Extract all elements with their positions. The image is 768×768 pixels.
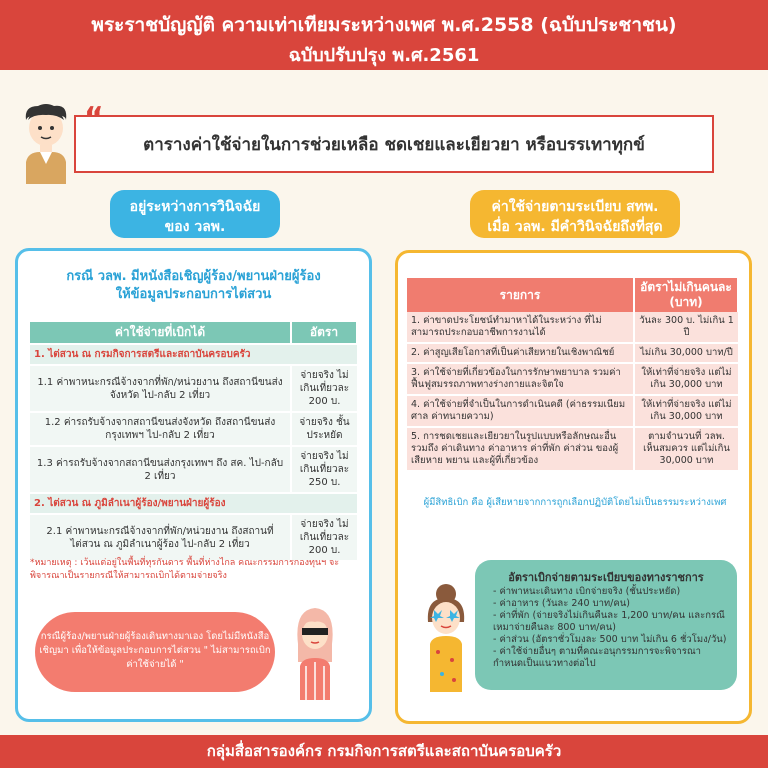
col-item-header: รายการ bbox=[407, 278, 634, 312]
table-cell: ให้เท่าที่จ่ายจริง แต่ไม่เกิน 30,000 บาท bbox=[634, 363, 738, 395]
table-cell: 1.2 ค่ารถรับจ้างจากสถานีขนส่งจังหวัด ถึงสถานีขนส่งกรุงเทพฯ ไป-กลับ 2 เที่ยว bbox=[30, 412, 291, 446]
list-item: - ค่าใช้จ่ายอื่นๆ ตามที่คณะอนุกรรมการจะพิจารณา กำหนดเป็นแนวทางต่อไป bbox=[493, 646, 733, 670]
table-cell: จ่ายจริง ชั้นประหยัด bbox=[291, 412, 357, 446]
table-cell: วันละ 300 บ. ไม่เกิน 1 ปี bbox=[634, 312, 738, 343]
left-speech-bubble: กรณีผู้ร้อง/พยานฝ่ายผู้ร้องเดินทางมาเอง โดยไม่มีหนังสือเชิญมา เพื่อให้ข้อมูลประกอบการไต่สวน " ไม่สามารถเบิกค่าใช้จ่ายได้ " bbox=[35, 612, 275, 692]
table-cell: จ่ายจริง ไม่เกินเที่ยวละ 200 บ. bbox=[291, 365, 357, 412]
left-pill-line2: ของ วลพ. bbox=[164, 219, 226, 235]
col-rate-header: อัตรา bbox=[291, 322, 357, 344]
left-category-pill bbox=[110, 190, 280, 238]
left-subtitle bbox=[15, 268, 372, 304]
woman-avatar-icon bbox=[420, 580, 472, 692]
table-cell: 1. ค่าขาดประโยชน์ทำมาหาได้ในระหว่าง ที่ไม่สามารถประกอบอาชีพการงานได้ bbox=[407, 312, 634, 343]
section-header: 2. ไต่สวน ณ ภูมิลำเนาผู้ร้อง/พยานฝ่ายผู้ร้อง bbox=[30, 493, 357, 514]
table-cell: 2.1 ค่าพาหนะกรณีจ้างจากที่พัก/หน่วยงาน ถึงสถานที่ไต่สวน ณ ภูมิลำเนาผู้ร้อง ไป-กลับ 2 เที่ยว bbox=[30, 514, 291, 561]
rate-list bbox=[493, 586, 733, 670]
list-item: - ค่าพาหนะเดินทาง เบิกจ่ายจริง (ชั้นประหยัด) bbox=[493, 586, 733, 598]
table-cell: ให้เท่าที่จ่ายจริง แต่ไม่เกิน 30,000 บาท bbox=[634, 395, 738, 427]
left-subtitle-line1: กรณี วลพ. มีหนังสือเชิญผู้ร้อง/พยานฝ่ายผู้ร้อง bbox=[66, 269, 321, 284]
table-cell: 1.3 ค่ารถรับจ้างจากสถานีขนส่งกรุงเทพฯ ถึง สค. ไป-กลับ 2 เที่ยว bbox=[30, 446, 291, 493]
list-item: - ค่าส่วน (อัตราชั่วโมงละ 500 บาท ไม่เกิน 6 ชั่วโมง/วัน) bbox=[493, 634, 733, 646]
list-item: - ค่าอาหาร (วันละ 240 บาท/คน) bbox=[493, 598, 733, 610]
table-cell: ตามจำนวนที่ วลพ. เห็นสมควร แต่ไม่เกิน 30,000 บาท bbox=[634, 427, 738, 471]
girl-avatar-icon bbox=[292, 604, 338, 700]
col-rate-header: อัตราไม่เกินคนละ (บาท) bbox=[634, 278, 738, 312]
header-title: พระราชบัญญัติ ความเท่าเทียมระหว่างเพศ พ.ศ.2558 (ฉบับประชาชน) bbox=[91, 14, 677, 36]
right-eligibility-note: ผู้มีสิทธิเบิก คือ ผู้เสียหายจากการถูกเลือกปฏิบัติโดยไม่เป็นธรรมระหว่างเพศ bbox=[423, 497, 727, 508]
man-avatar-icon bbox=[20, 102, 72, 184]
table-cell: 1.1 ค่าพาหนะกรณีจ้างจากที่พัก/หน่วยงาน ถึงสถานีขนส่งจังหวัด ไป-กลับ 2 เที่ยว bbox=[30, 365, 291, 412]
right-speech-bubble bbox=[475, 560, 737, 690]
page-header bbox=[0, 0, 768, 70]
right-category-pill bbox=[470, 190, 680, 238]
page-title: ตารางค่าใช้จ่ายในการช่วยเหลือ ชดเชยและเยียวยา หรือบรรเทาทุกข์ bbox=[74, 115, 714, 173]
table-cell: 2. ค่าสูญเสียโอกาสที่เป็นค่าเสียหายในเชิงพาณิชย์ bbox=[407, 343, 634, 363]
table-cell: ไม่เกิน 30,000 บาท/ปี bbox=[634, 343, 738, 363]
right-pill-line2: เมื่อ วลพ. มีคำวินิจฉัยถึงที่สุด bbox=[487, 219, 663, 235]
right-pill-line1: ค่าใช้จ่ายตามระเบียบ สทพ. bbox=[491, 199, 659, 215]
left-subtitle-line2: ให้ข้อมูลประกอบการไต่สวน bbox=[115, 287, 272, 302]
table-cell: 4. ค่าใช้จ่ายที่จำเป็นในการดำเนินคดี (ค่าธรรมเนียมศาล ค่าทนายความ) bbox=[407, 395, 634, 427]
table-cell: จ่ายจริง ไม่เกินเที่ยวละ 250 บ. bbox=[291, 446, 357, 493]
section-header: 1. ไต่สวน ณ กรมกิจการสตรีและสถาบันครอบครัว bbox=[30, 344, 357, 365]
left-pill-line1: อยู่ระหว่างการวินิจฉัย bbox=[129, 199, 261, 215]
table-cell: 3. ค่าใช้จ่ายที่เกี่ยวข้องในการรักษาพยาบาล รวมค่าฟื้นฟูสมรรถภาพทางร่างกายและจิตใจ bbox=[407, 363, 634, 395]
bubble-title: อัตราเบิกจ่ายตามระเบียบของทางราชการ bbox=[508, 571, 704, 584]
table-cell: จ่ายจริง ไม่เกินเที่ยวละ 200 บ. bbox=[291, 514, 357, 561]
left-expense-table bbox=[30, 322, 358, 562]
table-cell: 5. การชดเชยและเยียวยาในรูปแบบหรือลักษณะอื่น รวมถึง ค่าเดินทาง ค่าอาหาร ค่าที่พัก ค่าส่วน ของผู้เสียหาย พยาน และผู้ที่เกี่ยวข้อง bbox=[407, 427, 634, 471]
col-expense-header: ค่าใช้จ่ายที่เบิกได้ bbox=[30, 322, 291, 344]
left-footnote: *หมายเหตุ : เว้นแต่อยู่ในพื้นที่ทุรกันดาร พื้นที่ห่างไกล คณะกรรมการกองทุนฯ จะพิจารณาเป็นรายกรณีให้สามารถเบิกได้ตามจ่ายจริง bbox=[30, 558, 340, 581]
header-subtitle: ฉบับปรับปรุง พ.ศ.2561 bbox=[288, 45, 480, 66]
right-compensation-table bbox=[407, 278, 739, 472]
list-item: - ค่าที่พัก (จ่ายจริงไม่เกินคืนละ 1,200 บาท/คน และกรณีเหมาจ่ายคืนละ 800 บาท/คน) bbox=[493, 610, 733, 634]
page-footer: กลุ่มสื่อสารองค์กร กรมกิจการสตรีและสถาบันครอบครัว bbox=[0, 735, 768, 768]
